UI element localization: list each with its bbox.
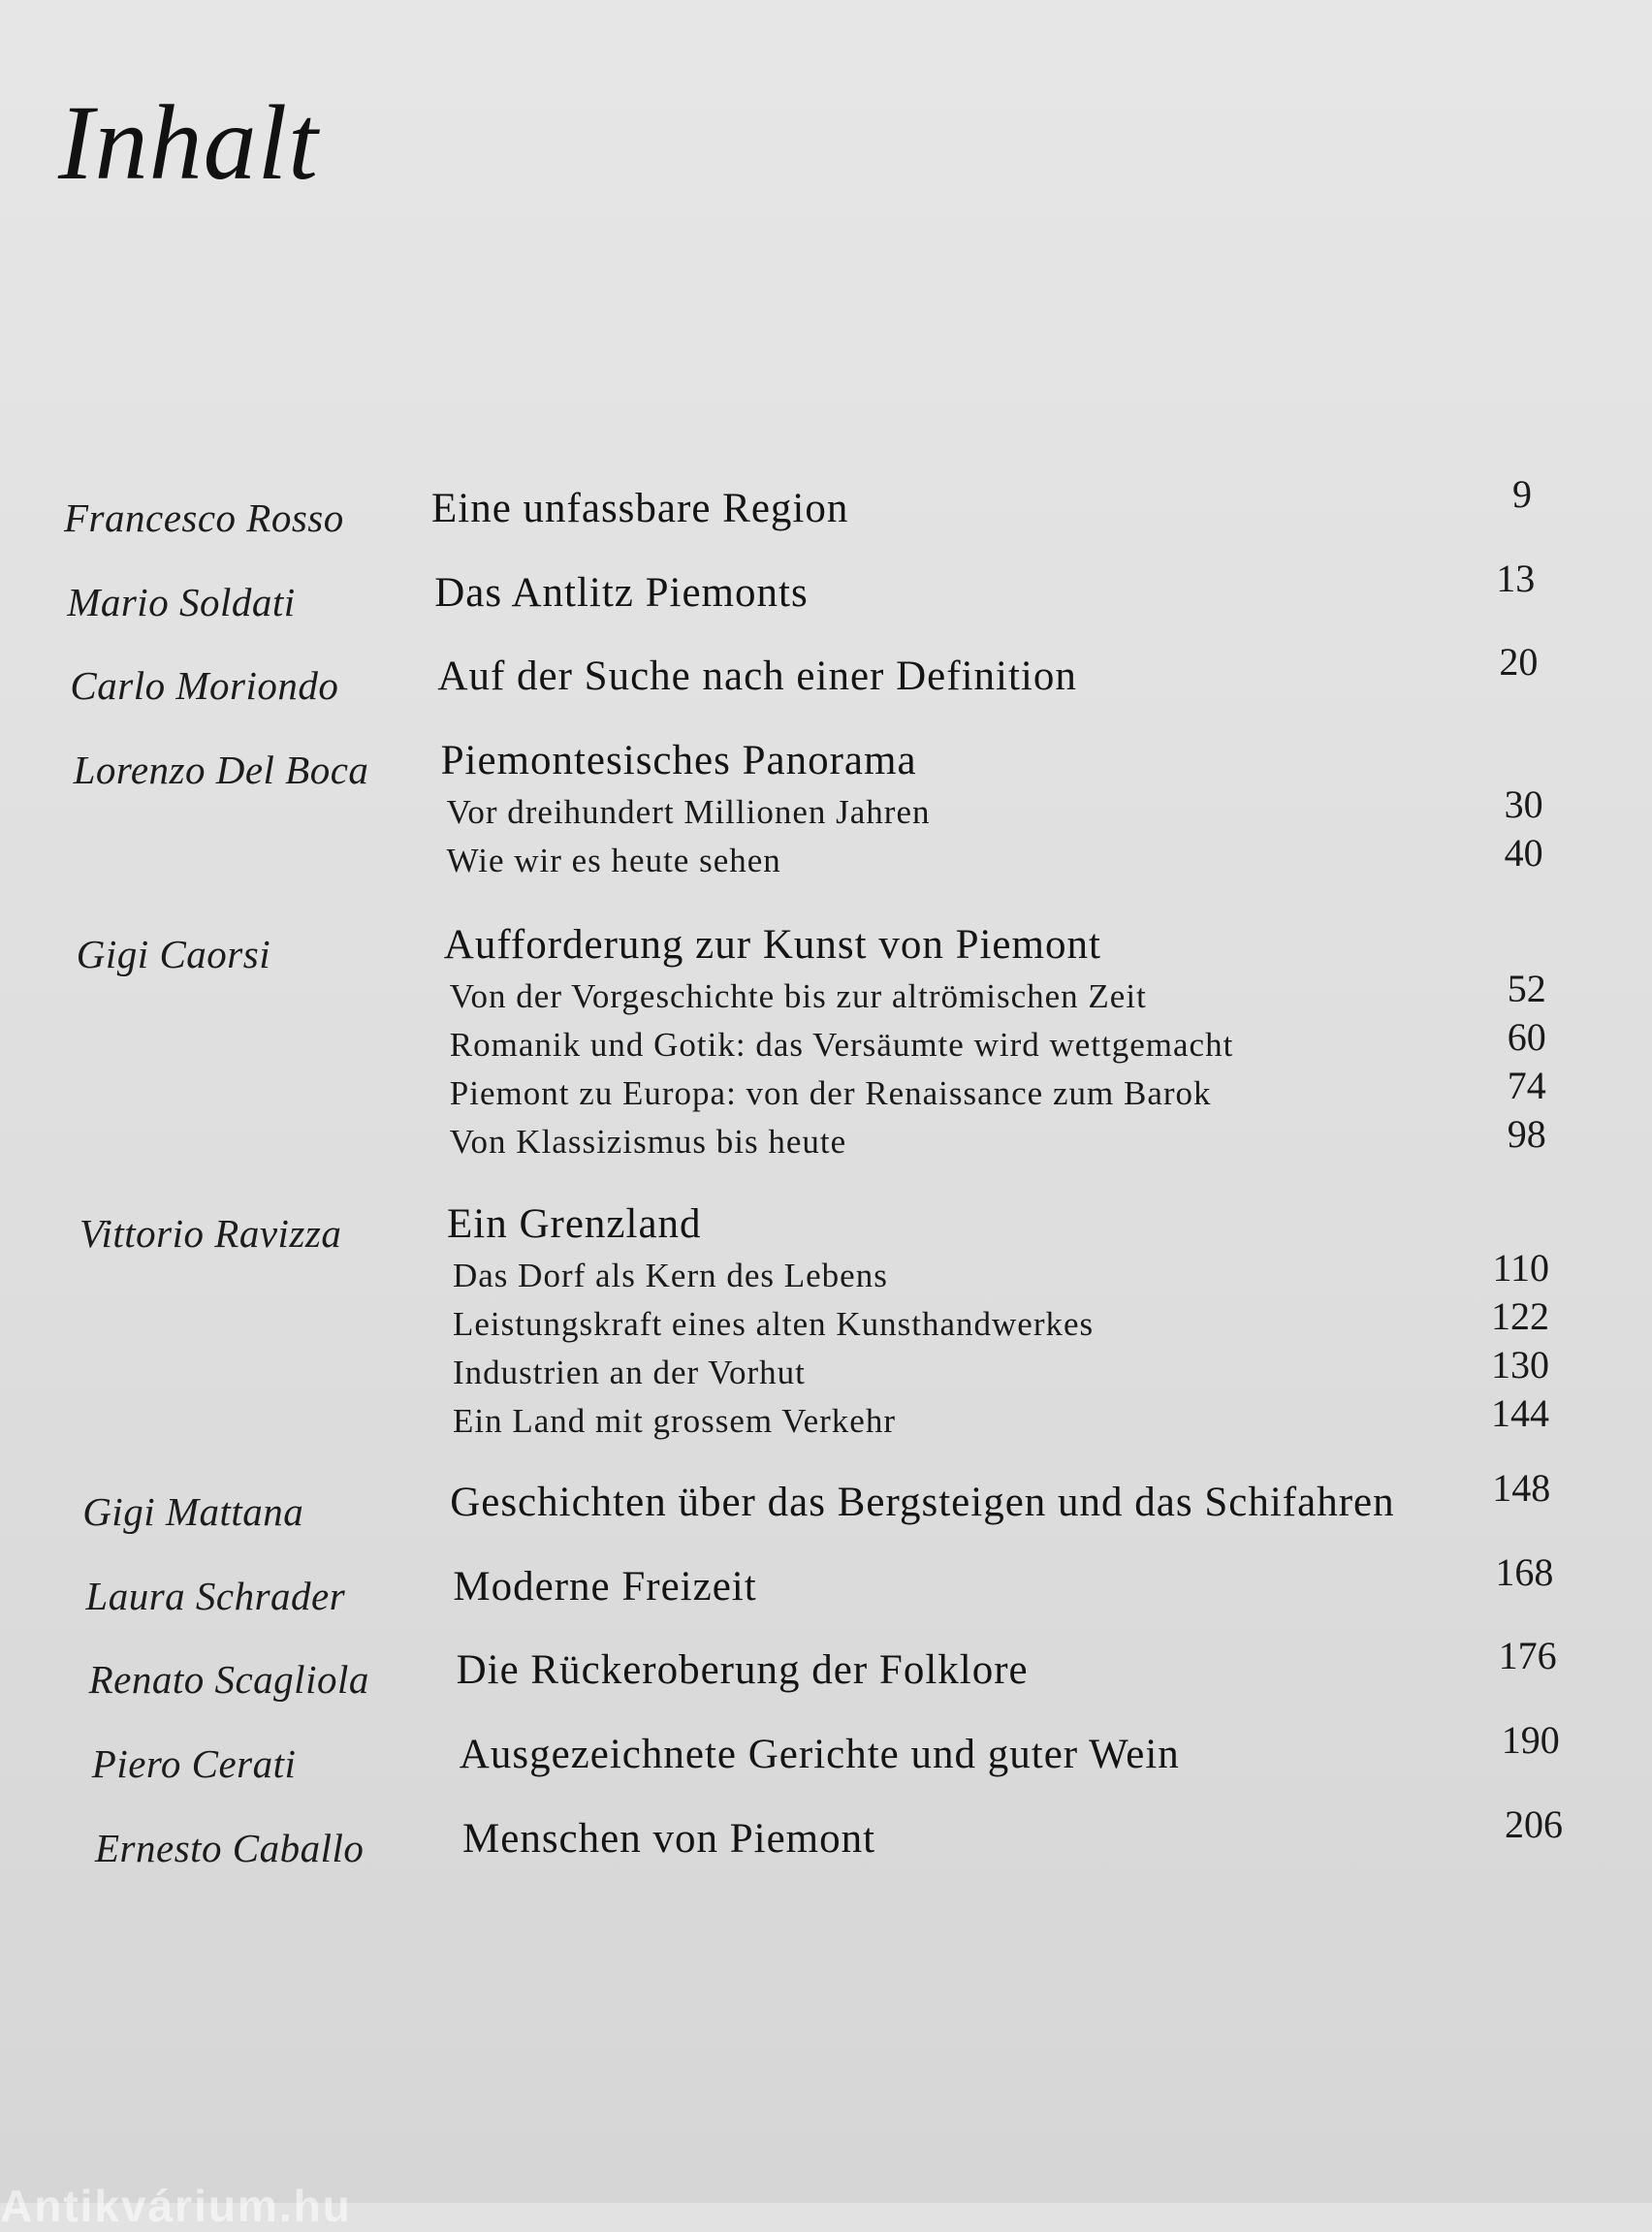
toc-subsection-page-number: 122 <box>1491 1294 1549 1338</box>
toc-heading: Piemontesisches Panorama <box>440 738 917 783</box>
toc-subsection: Romanik und Gotik: das Versäumte wird wettgemacht <box>449 1026 1234 1064</box>
toc-author: Gigi Caorsi <box>76 932 271 976</box>
toc-subsection: Wie wir es heute sehen <box>446 842 781 879</box>
toc-page-number: 20 <box>1499 640 1539 684</box>
watermark: Antikvárium.hu <box>0 2181 352 2231</box>
toc-page-number: 13 <box>1496 557 1536 600</box>
toc-subsection: Das Dorf als Kern des Lebens <box>453 1257 888 1294</box>
toc-page-number: 168 <box>1495 1550 1554 1594</box>
toc-subsection: Piemont zu Europa: von der Renaissance zum Barok <box>449 1074 1212 1112</box>
toc-subsection-page-number: 60 <box>1507 1015 1546 1059</box>
toc-author: Gigi Mattana <box>82 1489 304 1534</box>
toc-page-number: 9 <box>1512 472 1532 516</box>
toc-subsection: Vor dreihundert Millionen Jahren <box>446 793 931 831</box>
toc-author: Ernesto Caballo <box>95 1826 365 1870</box>
toc-heading: Geschichten über das Bergsteigen und das Schifahren <box>450 1480 1395 1525</box>
toc-heading: Die Rückeroberung der Folklore <box>456 1647 1029 1693</box>
toc-page-number: 176 <box>1498 1634 1557 1677</box>
toc-author: Francesco Rosso <box>64 495 344 540</box>
toc-subsection-page-number: 30 <box>1504 782 1543 826</box>
toc-author: Carlo Moriondo <box>70 663 339 708</box>
toc-page-number: 190 <box>1501 1718 1560 1762</box>
toc-subsection: Leistungskraft eines alten Kunsthandwerkes <box>453 1305 1095 1343</box>
toc-subsection: Von Klassizismus bis heute <box>449 1123 847 1161</box>
toc-heading: Eine unfassbare Region <box>431 486 849 531</box>
toc-subsection: Ein Land mit grossem Verkehr <box>453 1402 896 1440</box>
toc-author: Lorenzo Del Boca <box>73 748 369 792</box>
toc-heading: Das Antlitz Piemonts <box>434 570 809 616</box>
toc-author: Mario Soldati <box>67 580 296 624</box>
toc-subsection-page-number: 98 <box>1507 1112 1546 1156</box>
toc-heading: Ein Grenzland <box>447 1201 702 1247</box>
toc-heading: Ausgezeichnete Gerichte und guter Wein <box>459 1732 1180 1777</box>
toc-subsection-page-number: 130 <box>1491 1343 1549 1387</box>
toc-subsection-page-number: 40 <box>1504 831 1543 875</box>
toc-heading: Moderne Freizeit <box>453 1564 757 1610</box>
toc-author: Piero Cerati <box>91 1741 297 1786</box>
toc-heading: Aufforderung zur Kunst von Piemont <box>443 922 1101 968</box>
toc-subsection-page-number: 74 <box>1507 1064 1546 1107</box>
toc-subsection-page-number: 52 <box>1507 967 1546 1010</box>
toc-subsection: Industrien an der Vorhut <box>453 1354 806 1391</box>
toc-heading: Menschen von Piemont <box>462 1816 876 1862</box>
toc-subsection-page-number: 110 <box>1492 1246 1549 1290</box>
toc-heading: Auf der Suche nach einer Definition <box>437 654 1077 699</box>
toc-author: Vittorio Ravizza <box>79 1211 342 1256</box>
page-title: Inhalt <box>58 83 319 202</box>
toc-page-number: 206 <box>1505 1802 1563 1846</box>
toc-subsection: Von der Vorgeschichte bis zur altrömischen Zeit <box>449 977 1147 1015</box>
toc-author: Renato Scagliola <box>88 1657 369 1702</box>
toc-page-number: 148 <box>1492 1466 1551 1510</box>
toc-subsection-page-number: 144 <box>1491 1391 1549 1435</box>
toc-author: Laura Schrader <box>85 1574 346 1618</box>
